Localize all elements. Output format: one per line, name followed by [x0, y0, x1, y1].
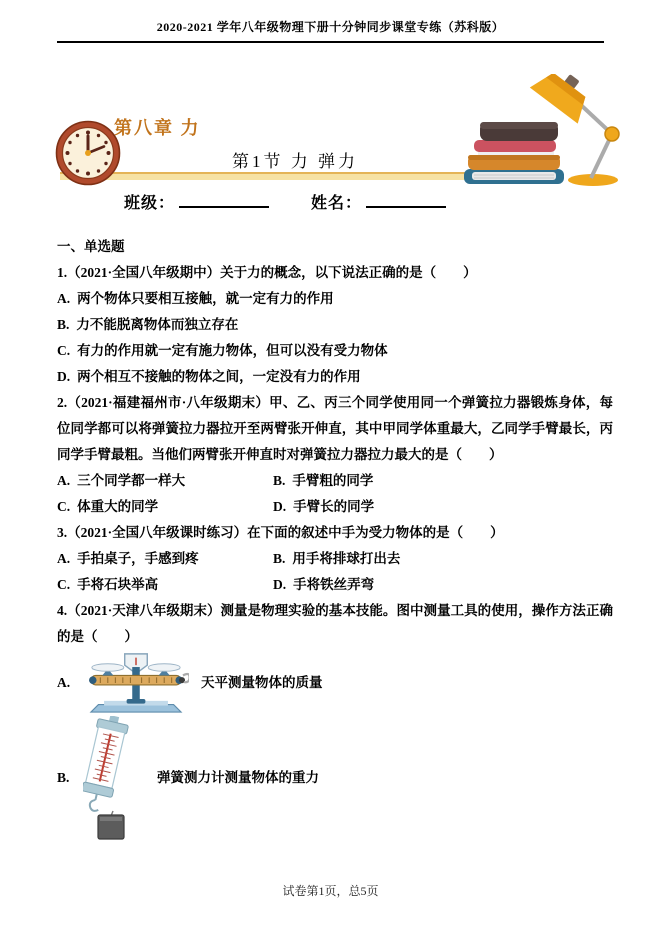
section-title: 第1节 力 弹力	[232, 152, 358, 171]
question-stem-text: （2021·全国八年级期中）关于力的概念，以下说法正确的是（ ）	[67, 265, 477, 280]
question-stem-text: （2021·天津八年级期末）测量是物理实验的基本技能。图中测量工具的使用，操作方法正确的是（ ）	[57, 603, 613, 644]
balance-scale-image	[83, 652, 189, 714]
question-stem-text: （2021·全国八年级课时练习）在下面的叙述中手为受力物体的是（ ）	[67, 525, 504, 540]
option-text: 有力的作用就一定有施力物体，但可以没有受力物体	[77, 343, 388, 358]
clock-icon	[54, 119, 122, 187]
option-text: 手拍桌子，手感到疼	[77, 551, 199, 566]
question-number: 1.	[57, 265, 68, 280]
option-label: A.	[57, 551, 71, 566]
option-item	[273, 494, 613, 520]
option-item	[57, 286, 613, 312]
option-item	[273, 572, 613, 598]
option-item	[57, 312, 613, 338]
option-item	[57, 572, 273, 598]
spring-dynamometer-image	[83, 716, 145, 840]
chapter-title: 第八章 力	[114, 118, 201, 138]
question-number: 3.	[57, 525, 68, 540]
option-label: B.	[273, 473, 286, 488]
option-item	[57, 494, 273, 520]
option-item	[57, 546, 273, 572]
header-rule	[57, 41, 604, 43]
class-name-row	[124, 190, 446, 213]
question-number: 4.	[57, 603, 68, 618]
option-text: 手臂粗的同学	[292, 473, 374, 488]
name-blank	[366, 191, 446, 208]
option-item-with-figure	[57, 650, 613, 716]
option-text: 弹簧测力计测量物体的重力	[157, 770, 319, 785]
option-item-with-figure	[57, 716, 613, 840]
name-label: 姓名：	[311, 195, 363, 212]
option-item	[273, 546, 613, 572]
option-text: 两个物体只要相互接触，就一定有力的作用	[77, 291, 334, 306]
option-label: B.	[57, 770, 70, 785]
option-label: C.	[57, 343, 71, 358]
page-footer: 试卷第1页，总5页	[282, 884, 379, 898]
accent-bar	[60, 172, 487, 180]
option-text: 三个同学都一样大	[77, 473, 186, 488]
section-heading: 一、单选题	[57, 239, 125, 254]
option-label: A.	[57, 291, 71, 306]
option-label: A.	[57, 473, 71, 488]
option-text: 体重大的同学	[77, 499, 159, 514]
question-stem	[57, 598, 613, 650]
class-label: 班级：	[124, 195, 176, 212]
question-stem	[57, 520, 613, 546]
option-text: 天平测量物体的质量	[201, 675, 323, 690]
option-label: B.	[57, 317, 70, 332]
books-lamp-illustration	[460, 74, 646, 188]
question-number: 2.	[57, 395, 68, 410]
question-area	[57, 234, 613, 840]
option-item	[57, 338, 613, 364]
page-header-title: 2020-2021 学年八年级物理下册十分钟同步课堂专练（苏科版）	[156, 20, 505, 34]
option-item	[273, 468, 613, 494]
option-label: A.	[57, 675, 71, 690]
option-text: 手臂长的同学	[293, 499, 375, 514]
option-label: D.	[273, 577, 287, 592]
option-item	[57, 364, 613, 390]
option-label: C.	[57, 577, 71, 592]
option-label: B.	[273, 551, 286, 566]
option-item	[57, 468, 273, 494]
option-text: 手将铁丝弄弯	[293, 577, 375, 592]
question-stem	[57, 390, 613, 468]
option-label: D.	[57, 369, 71, 384]
option-text: 手将石块举高	[77, 577, 159, 592]
option-label: D.	[273, 499, 287, 514]
option-label: C.	[57, 499, 71, 514]
option-text: 用手将排球打出去	[292, 551, 401, 566]
class-blank	[179, 191, 269, 208]
question-stem-text: （2021·福建福州市·八年级期末）甲、乙、丙三个同学使用同一个弹簧拉力器锻炼身体，每位同学都可以将弹簧拉力器拉开至两臂张开伸直，其中甲同学体重最大，乙同学手臂最长，丙同学手臂最粗。当他们两臂张开伸直时对弹簧拉力器拉力最大的是（ ）	[57, 395, 613, 462]
option-text: 力不能脱离物体而独立存在	[76, 317, 239, 332]
option-grid	[57, 546, 613, 598]
option-grid	[57, 468, 613, 520]
option-text: 两个相互不接触的物体之间，一定没有力的作用	[77, 369, 361, 384]
question-stem	[57, 260, 613, 286]
